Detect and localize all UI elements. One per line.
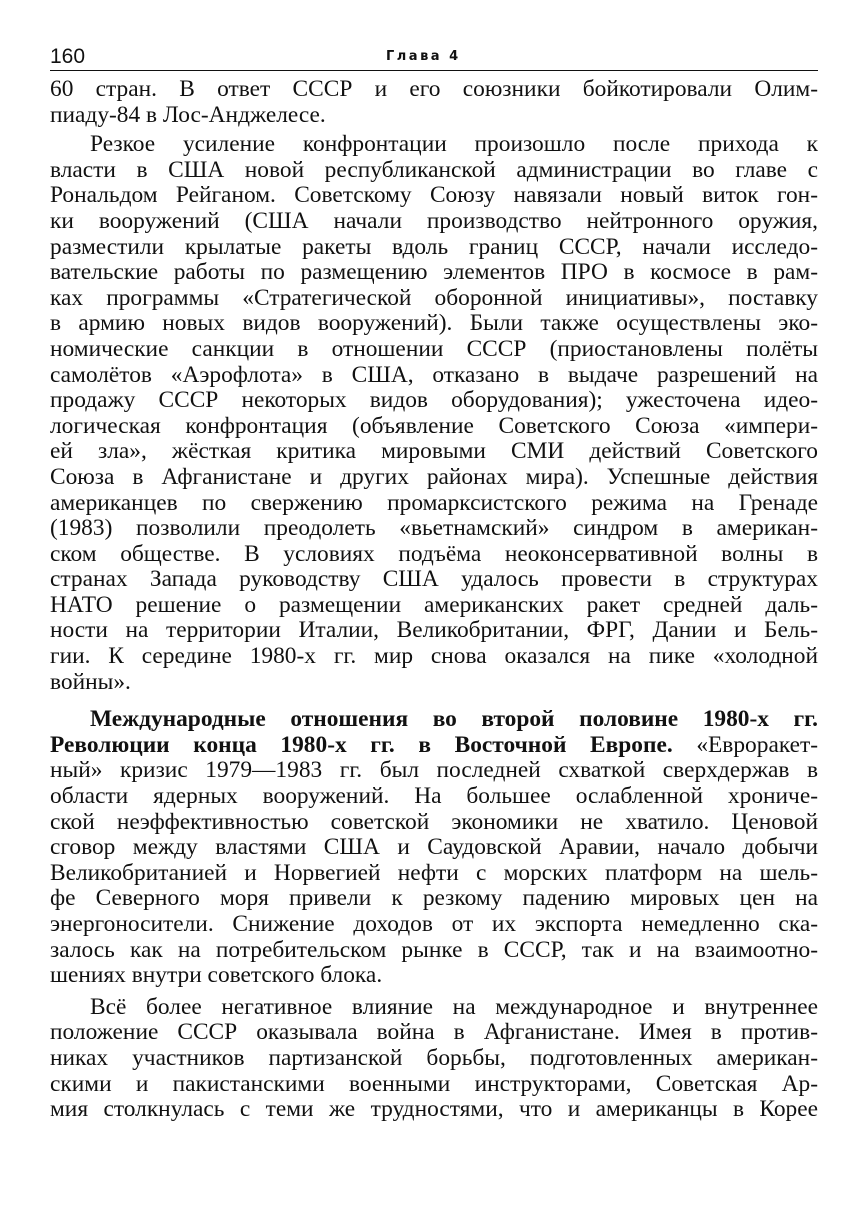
text-line: НАТО решение о размещении американских ракет средней даль- — [50, 592, 818, 618]
chapter-title: Глава 4 — [386, 49, 461, 64]
text-line: Рональдом Рейганом. Советскому Союзу навязали новый виток гон- — [50, 183, 818, 209]
text-line: ском обществе. В условиях подъёма неоконсервативной волны в — [50, 541, 818, 567]
paragraph — [50, 132, 818, 695]
paragraph — [50, 77, 818, 128]
text-line: ках программы «Стратегической оборонной инициативы», поставку — [50, 285, 818, 311]
text-line: вательские работы по размещению элементов ПРО в космосе в рам- — [50, 260, 818, 286]
text-line: войны». — [50, 669, 131, 695]
text-line: фе Северного моря привели к резкому падению мировых цен на — [50, 886, 818, 912]
page-number: 160 — [50, 45, 86, 68]
book-page — [50, 44, 818, 1123]
text-line: Всё более негативное влияние на международное и внутреннее — [90, 994, 818, 1020]
text-line: номические санкции в отношении СССР (приостановлены полёты — [50, 336, 818, 362]
text-line: ской неэффективностью советской экономики не хватило. Ценовой — [50, 809, 818, 835]
text-line: ный» кризис 1979—1983 гг. был последней схваткой сверхдержав в — [50, 758, 818, 784]
text-line: мия столкнулась с теми же трудностями, что и американцы в Корее — [50, 1097, 818, 1123]
text-line: Великобританией и Норвегией нефти с морских платформ на шель- — [50, 860, 818, 886]
text-line: 60 стран. В ответ СССР и его союзники бойкотировали Олим- — [50, 77, 818, 102]
text-run: «Евроракет- — [672, 732, 818, 758]
text-line — [50, 733, 818, 759]
text-line: самолётов «Аэрофлота» в США, отказано в выдаче разрешений на — [50, 362, 818, 388]
text-line: положение СССР оказывала война в Афганистане. Имея в против- — [50, 1020, 818, 1046]
text-line: пиаду-84 в Лос-Анджелесе. — [50, 102, 326, 128]
text-line: энергоносители. Снижение доходов от их экспорта немедленно ска- — [50, 912, 818, 937]
text-line: Резкое усиление конфронтации произошло после прихода к — [90, 132, 818, 158]
section-gap — [50, 695, 818, 707]
running-header — [50, 44, 818, 71]
text-line: ности на территории Италии, Великобритании, ФРГ, Дании и Бель- — [50, 618, 818, 644]
text-line: власти в США новой республиканской администрации во главе с — [50, 157, 818, 183]
text-line: области ядерных вооружений. На большее ослабленной хрониче- — [50, 784, 818, 810]
text-line: залось как на потребительском рынке в СССР, так и на взаимоотно- — [50, 937, 818, 963]
text-line: разместили крылатые ракеты вдоль границ СССР, начали исследо- — [50, 234, 818, 260]
page-body — [50, 77, 818, 1123]
text-line: сговор между властями США и Саудовской Аравии, начало добычи — [50, 835, 818, 861]
text-line: логическая конфронтация (объявление Советского Союза «импери- — [50, 413, 818, 439]
text-line: скими и пакистанскими военными инструкторами, Советская Ар- — [50, 1071, 818, 1097]
text-line: Союза в Афганистане и других районах мира). Успешные действия — [50, 464, 818, 490]
section-heading-continued: Революции конца 1980-х гг. в Восточной Европе. — [50, 732, 673, 758]
text-line: никах участников партизанской борьбы, подготовленных американ- — [50, 1045, 818, 1071]
text-line: ей зла», жёсткая критика мировыми СМИ действий Советского — [50, 439, 818, 465]
text-line: в армию новых видов вооружений). Были также осуществлены эко- — [50, 311, 818, 337]
text-line: американцев по свержению промарксистского режима на Гренаде — [50, 490, 818, 516]
section-heading: Международные отношения во второй половине 1980-х гг. — [90, 707, 818, 733]
section-paragraph — [50, 707, 818, 989]
text-line: странах Запада руководству США удалось провести в структурах — [50, 567, 818, 593]
text-line: шениях внутри советского блока. — [50, 963, 383, 989]
text-line: продажу СССР некоторых видов оборудования); ужесточена идео- — [50, 388, 818, 414]
text-line: гии. К середине 1980-х гг. мир снова оказался на пике «холодной — [50, 644, 818, 670]
paragraph — [50, 995, 818, 1123]
text-line: ки вооружений (США начали производство нейтронного оружия, — [50, 208, 818, 234]
text-line: (1983) позволили преодолеть «вьетнамский» синдром в американ- — [50, 516, 818, 542]
